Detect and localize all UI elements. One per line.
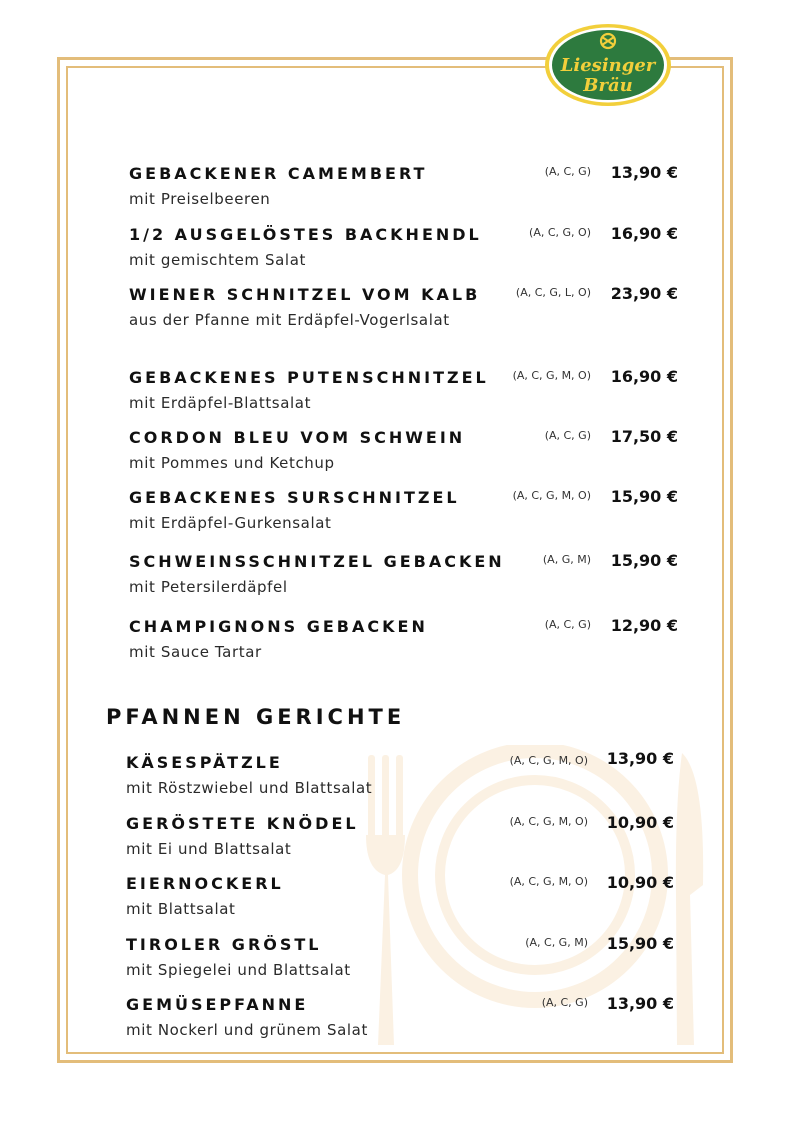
item-name: CORDON BLEU VOM SCHWEIN bbox=[129, 428, 466, 447]
item-name: GEBACKENER CAMEMBERT bbox=[129, 164, 428, 183]
item-description: mit Erdäpfel-Blattsalat bbox=[129, 394, 312, 412]
item-price: 17,50 € bbox=[610, 427, 678, 446]
item-allergens: (A, C, G) bbox=[544, 618, 591, 631]
item-description: mit gemischtem Salat bbox=[129, 251, 306, 269]
item-price: 13,90 € bbox=[610, 163, 678, 182]
item-description: mit Blattsalat bbox=[126, 900, 236, 918]
item-allergens: (A, C, G) bbox=[541, 996, 588, 1009]
item-allergens: (A, C, G, M, O) bbox=[512, 369, 591, 382]
item-price: 15,90 € bbox=[610, 487, 678, 506]
item-allergens: (A, C, G, O) bbox=[529, 226, 591, 239]
item-price: 15,90 € bbox=[606, 934, 674, 953]
item-allergens: (A, C, G, M, O) bbox=[509, 875, 588, 888]
item-description: mit Spiegelei und Blattsalat bbox=[126, 961, 351, 979]
item-allergens: (A, C, G, M) bbox=[525, 936, 588, 949]
item-price: 15,90 € bbox=[610, 551, 678, 570]
item-allergens: (A, C, G) bbox=[544, 165, 591, 178]
item-allergens: (A, C, G, M, O) bbox=[509, 815, 588, 828]
item-price: 23,90 € bbox=[610, 284, 678, 303]
item-allergens: (A, C, G, M, O) bbox=[512, 489, 591, 502]
item-name: 1/2 AUSGELÖSTES BACKHENDL bbox=[129, 225, 482, 244]
item-price: 13,90 € bbox=[606, 749, 674, 768]
item-name: KÄSESPÄTZLE bbox=[126, 753, 283, 772]
item-price: 10,90 € bbox=[606, 813, 674, 832]
item-allergens: (A, C, G, M, O) bbox=[509, 754, 588, 767]
item-name: GEMÜSEPFANNE bbox=[126, 995, 309, 1014]
item-price: 12,90 € bbox=[610, 616, 678, 635]
item-name: WIENER SCHNITZEL VOM KALB bbox=[129, 285, 481, 304]
logo-text-line1: Liesinger bbox=[560, 55, 656, 76]
item-description: mit Röstzwiebel und Blattsalat bbox=[126, 779, 373, 797]
item-name: SCHWEINSSCHNITZEL GEBACKEN bbox=[129, 552, 505, 571]
logo-text-line2: Bräu bbox=[583, 75, 633, 96]
item-price: 16,90 € bbox=[610, 224, 678, 243]
item-description: mit Pommes und Ketchup bbox=[129, 454, 335, 472]
item-name: TIROLER GRÖSTL bbox=[126, 935, 322, 954]
item-description: mit Erdäpfel-Gurkensalat bbox=[129, 514, 332, 532]
liesinger-brau-logo bbox=[543, 22, 673, 108]
item-allergens: (A, C, G, L, O) bbox=[515, 286, 591, 299]
item-name: CHAMPIGNONS GEBACKEN bbox=[129, 617, 428, 636]
item-price: 16,90 € bbox=[610, 367, 678, 386]
item-description: mit Nockerl und grünem Salat bbox=[126, 1021, 368, 1039]
item-price: 13,90 € bbox=[606, 994, 674, 1013]
item-description: mit Ei und Blattsalat bbox=[126, 840, 292, 858]
item-description: mit Petersilerdäpfel bbox=[129, 578, 288, 596]
item-allergens: (A, C, G) bbox=[544, 429, 591, 442]
item-description: mit Sauce Tartar bbox=[129, 643, 262, 661]
item-name: GEBACKENES PUTENSCHNITZEL bbox=[129, 368, 489, 387]
item-price: 10,90 € bbox=[606, 873, 674, 892]
item-name: EIERNOCKERL bbox=[126, 874, 284, 893]
section-title-pfannen: PFANNEN GERICHTE bbox=[106, 705, 406, 729]
item-description: mit Preiselbeeren bbox=[129, 190, 271, 208]
item-name: GERÖSTETE KNÖDEL bbox=[126, 814, 359, 833]
item-allergens: (A, G, M) bbox=[542, 553, 591, 566]
item-description: aus der Pfanne mit Erdäpfel-Vogerlsalat bbox=[129, 311, 450, 329]
item-name: GEBACKENES SURSCHNITZEL bbox=[129, 488, 460, 507]
